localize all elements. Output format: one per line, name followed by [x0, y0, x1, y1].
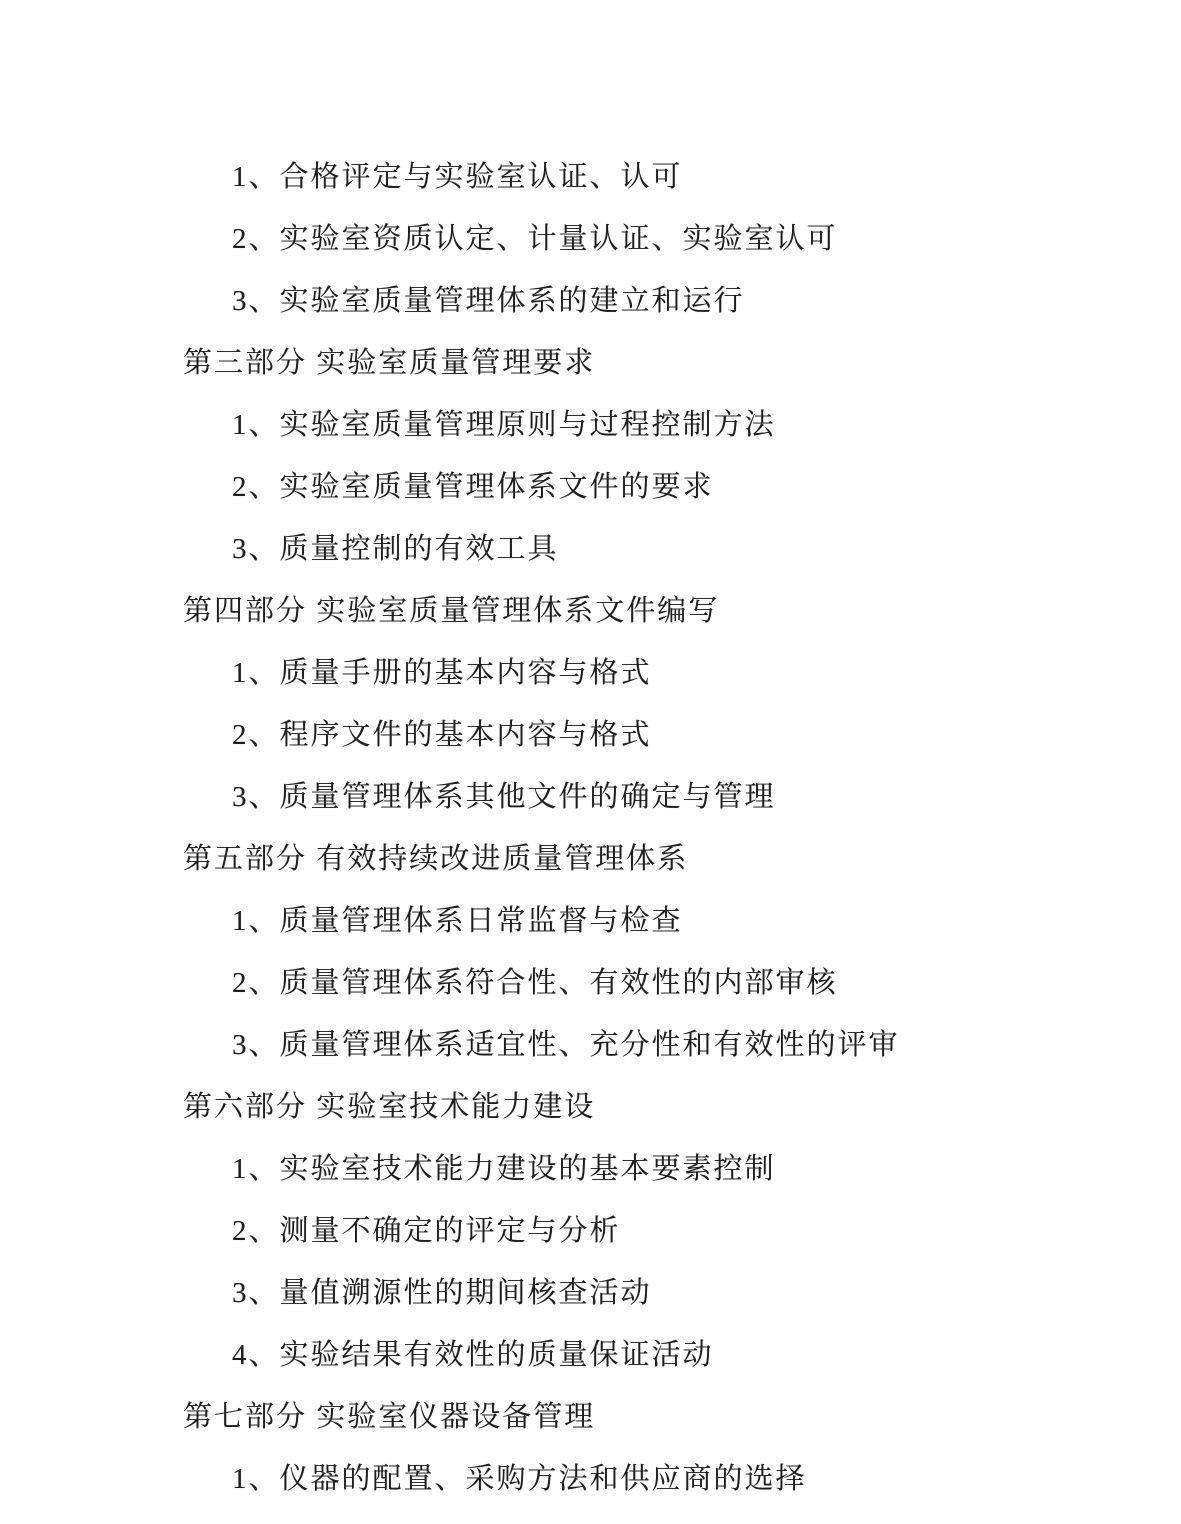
- toc-item: 1、实验室质量管理原则与过程控制方法: [232, 409, 776, 441]
- section-heading: 第五部分 有效持续改进质量管理体系: [183, 843, 689, 875]
- toc-item: 3、质量管理体系其他文件的确定与管理: [232, 781, 776, 813]
- toc-item: 4、实验结果有效性的质量保证活动: [232, 1339, 714, 1371]
- section-heading: 第三部分 实验室质量管理要求: [183, 347, 596, 379]
- toc-item: 2、程序文件的基本内容与格式: [232, 719, 652, 751]
- toc-item: 1、合格评定与实验室认证、认可: [232, 161, 683, 193]
- toc-item: 1、质量管理体系日常监督与检查: [232, 905, 683, 937]
- toc-item: 1、实验室技术能力建设的基本要素控制: [232, 1153, 776, 1185]
- section-heading: 第四部分 实验室质量管理体系文件编写: [183, 595, 720, 627]
- toc-item: 3、质量控制的有效工具: [232, 533, 559, 565]
- section-heading: 第六部分 实验室技术能力建设: [183, 1091, 596, 1123]
- toc-item: 3、量值溯源性的期间核查活动: [232, 1277, 652, 1309]
- document-content: [183, 160, 1141, 1524]
- section-heading: 第七部分 实验室仪器设备管理: [183, 1401, 596, 1433]
- toc-item: 3、质量管理体系适宜性、充分性和有效性的评审: [232, 1029, 900, 1061]
- toc-item: 2、质量管理体系符合性、有效性的内部审核: [232, 967, 838, 999]
- toc-item: 2、实验室质量管理体系文件的要求: [232, 471, 714, 503]
- toc-item: 1、仪器的配置、采购方法和供应商的选择: [232, 1463, 807, 1495]
- toc-item: 2、测量不确定的评定与分析: [232, 1215, 621, 1247]
- toc-item: 1、质量手册的基本内容与格式: [232, 657, 652, 689]
- toc-item: 3、实验室质量管理体系的建立和运行: [232, 285, 745, 317]
- toc-item: 2、实验室资质认定、计量认证、实验室认可: [232, 223, 838, 255]
